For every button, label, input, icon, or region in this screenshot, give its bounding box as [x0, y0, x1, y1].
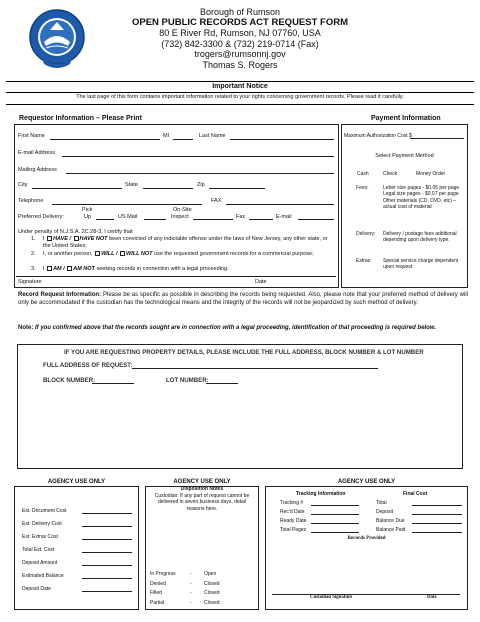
fee-line-other: Other materials (CD, DVD, etc) – actual cost of material	[383, 197, 457, 210]
will-checkbox[interactable]	[95, 251, 100, 256]
notice-rule-top	[6, 81, 474, 82]
email-label: E-mail Address	[18, 150, 55, 156]
cert-item-1-num: 1.	[31, 236, 36, 242]
last-name-field[interactable]	[230, 139, 334, 140]
am-not-checkbox[interactable]	[67, 266, 72, 271]
disposition-body: Custodian: If any part of request cannot be delivered in seven business days, detail reasons here.	[154, 493, 250, 512]
lot-number-field[interactable]	[206, 383, 238, 384]
pick-label-1: Pick	[82, 207, 93, 213]
balance-due-field[interactable]	[412, 523, 462, 524]
agency1-title: AGENCY USE ONLY	[47, 479, 106, 485]
full-address-field[interactable]	[132, 368, 378, 369]
cert-item-3	[31, 266, 331, 273]
will-label: WILL /	[101, 251, 118, 257]
signature-field[interactable]	[16, 276, 336, 277]
org-phone: (732) 842-3300 & (732) 219-0714 (Fax)	[161, 38, 319, 49]
status-partial[interactable]: Partial	[150, 599, 165, 606]
block-number-label: BLOCK NUMBER:	[43, 377, 96, 384]
penalty-text: Under penalty of N.J.S.A. 2C:28-3, I certify that	[18, 229, 133, 235]
note-label: Note:	[18, 325, 34, 331]
email-delivery-label: E-mail	[276, 214, 292, 220]
records-provided-label: Records Provided	[347, 536, 386, 541]
notice-rule-bottom	[6, 104, 474, 105]
est-delivery-cost-label: Est. Delivery Cost	[22, 521, 62, 527]
usmail-checkbox[interactable]	[144, 219, 166, 220]
tracking-number-label: Tracking #	[280, 500, 304, 506]
delivery-fee-text: Delivery / postage fees additional depending upon delivery type.	[383, 231, 457, 244]
cert-item-2-text: use the requested government records for a commercial purpose;	[154, 251, 314, 257]
estimated-balance-field[interactable]	[82, 578, 132, 579]
record-request-intro	[18, 292, 468, 307]
tracking-number-field[interactable]	[311, 505, 359, 506]
status-filled[interactable]: Filled	[150, 590, 162, 596]
agency3-title: AGENCY USE ONLY	[337, 479, 396, 485]
form-title: OPEN PUBLIC RECORDS ACT REQUEST FORM	[131, 17, 349, 28]
fees-label: Fees:	[356, 185, 369, 191]
agency1-rows	[22, 508, 134, 599]
balance-paid-field[interactable]	[412, 532, 462, 533]
onsite-checkbox[interactable]	[193, 219, 233, 220]
money-order-option[interactable]: Money Order	[416, 171, 446, 177]
final-deposit-label: Deposit	[376, 509, 393, 515]
state-field[interactable]	[143, 188, 193, 189]
fees-list	[383, 185, 465, 210]
status-closed-1: Closed	[204, 580, 220, 587]
max-cost-label: Maximum Authorization Cost $	[344, 133, 412, 139]
have-not-label: HAVE NOT	[79, 236, 108, 242]
zip-field[interactable]	[209, 188, 265, 189]
am-label: AM /	[53, 266, 65, 272]
est-document-cost-label: Est. Document Cost	[22, 508, 67, 514]
mi-label: MI	[163, 133, 170, 139]
am-not-label: AM NOT	[73, 266, 95, 272]
onsite-label-1: On-Site	[173, 207, 192, 213]
payment-heading: Payment Information	[371, 115, 441, 122]
estimated-balance-label: Estimated Balance	[22, 573, 64, 579]
status-denied[interactable]: Denied	[150, 580, 166, 587]
telephone-field[interactable]	[52, 204, 202, 205]
extras-text: Special service charge dependent upon request.	[383, 258, 459, 271]
custodian-name: Thomas S. Rogers	[202, 59, 278, 70]
total-pages-label: Total Pages	[280, 527, 307, 533]
ready-date-label: Ready Date	[280, 518, 307, 524]
pickup-checkbox[interactable]	[96, 219, 114, 220]
cert-item-2-a: I, or another person,	[43, 251, 93, 257]
note-text: If you confirmed above that the records sought are in connection with a legal proceeding, identification of that proceeding is required below.	[35, 325, 436, 331]
deposit-date-label: Deposit Date	[22, 586, 51, 592]
tracking-title: Tracking Information	[296, 491, 346, 497]
disposition-title: Disposition Notes	[180, 486, 224, 492]
est-delivery-cost-field[interactable]	[82, 526, 132, 527]
city-label: City	[18, 182, 28, 188]
deposit-amount-field[interactable]	[82, 565, 132, 566]
status-list: In Progress - Open Denied - Closed Filled - Closed Partial - Closed	[150, 571, 220, 606]
extras-label: Extras:	[356, 258, 372, 264]
check-option[interactable]: Check	[383, 171, 398, 177]
est-extras-cost-field[interactable]	[82, 539, 132, 540]
tracking-rows	[280, 500, 364, 536]
first-name-label: First Name	[18, 133, 45, 139]
recd-date-field[interactable]	[311, 514, 359, 515]
final-cost-rows	[376, 500, 464, 536]
borough-seal	[28, 8, 86, 72]
status-in-progress[interactable]: In Progress	[150, 571, 176, 577]
record-request-text: Please be as specific as possible in describing the records being requested. Also, please note that your preferred method of delivery will only be accommodated if the custodian has the technological means and the integrity of the records will not be jeopardized by such method of delivery.	[18, 292, 468, 306]
ready-date-field[interactable]	[311, 523, 359, 524]
pick-label-2: Up	[84, 214, 92, 220]
mailing-label: Mailing Address	[18, 167, 57, 173]
org-email: trogers@rumsonnj.gov	[194, 49, 286, 59]
lot-number-label: LOT NUMBER:	[166, 377, 209, 384]
record-request-label: Record Request Information:	[18, 292, 102, 298]
will-not-label: WILL NOT	[126, 251, 153, 257]
mailing-field[interactable]	[66, 173, 334, 174]
custodian-signature-label: Custodian Signature	[310, 595, 353, 600]
status-closed-2: Closed	[204, 590, 220, 596]
will-not-checkbox[interactable]	[120, 251, 125, 256]
legal-note	[18, 325, 468, 333]
final-total-label: Total	[376, 500, 387, 506]
fax-label: FAX	[211, 198, 222, 204]
notice-rule-mid	[6, 92, 474, 93]
onsite-label-2: Inspect	[171, 214, 189, 220]
telephone-label: Telephone	[18, 198, 44, 204]
requestor-heading: Requestor Information – Please Print	[19, 115, 142, 122]
cert-item-1-i: I	[43, 236, 45, 242]
cert-item-1-text: been convicted of any indictable offense under the laws of New Jersey, any other state, or the United States;	[43, 236, 328, 249]
fax-checkbox[interactable]	[249, 219, 273, 220]
agency2-title: AGENCY USE ONLY	[173, 479, 231, 485]
est-extras-cost-label: Est. Extras Cost	[22, 534, 58, 540]
final-deposit-field[interactable]	[412, 514, 462, 515]
cert-item-2-num: 2.	[31, 251, 36, 257]
preferred-delivery-label: Preferred Delivery:	[18, 214, 64, 220]
zip-label: Zip	[197, 182, 205, 188]
status-open: Open	[204, 571, 217, 577]
full-address-label: FULL ADDRESS OF REQUEST:	[43, 362, 133, 369]
org-name: Borough of Rumson	[199, 7, 281, 17]
total-est-cost-label: Total Est. Cost	[22, 547, 55, 553]
state-label: State	[125, 182, 138, 188]
am-checkbox[interactable]	[47, 266, 52, 271]
have-label: HAVE /	[53, 236, 71, 242]
recd-date-label: Rec'd Date	[280, 509, 305, 515]
city-field[interactable]	[32, 188, 122, 189]
notice-title: Important Notice	[212, 83, 268, 90]
deposit-amount-label: Deposit Amount	[22, 560, 58, 566]
mi-field[interactable]	[173, 139, 193, 140]
fee-line-legal: Legal size pages - $0.07 per page	[383, 191, 459, 198]
date-label: Date	[255, 279, 267, 285]
first-name-field[interactable]	[50, 139, 160, 140]
notice-body: The last page of this form contains important information related to your rights concerning government records. Please read it carefully.	[76, 94, 404, 100]
org-address: 80 E River Rd, Rumson, NJ 07760, USA	[159, 28, 321, 38]
balance-paid-label: Balance Paid	[376, 527, 406, 533]
cert-item-1	[31, 236, 331, 250]
total-est-cost-field[interactable]	[82, 552, 132, 553]
email-checkbox[interactable]	[298, 219, 334, 220]
signature-label: Signature	[18, 279, 42, 285]
fee-line-letter: Letter size pages - $0.05 per page	[383, 185, 460, 191]
records-provided-area[interactable]	[270, 543, 463, 591]
email-field[interactable]	[62, 156, 334, 157]
fax-delivery-label: Fax	[236, 214, 246, 220]
max-cost-field[interactable]	[410, 138, 464, 139]
status-closed-3: Closed	[204, 599, 220, 606]
cert-item-3-num: 3.	[31, 266, 36, 272]
delivery-fee-label: Delivery:	[356, 231, 376, 237]
fax-field[interactable]	[226, 204, 334, 205]
est-document-cost-field[interactable]	[82, 513, 132, 514]
balance-due-label: Balance Due	[376, 518, 405, 524]
have-not-checkbox[interactable]	[74, 236, 79, 241]
last-name-label: Last Name	[199, 133, 226, 139]
custodian-date-label: Date	[427, 595, 437, 600]
cert-item-3-text: seeking records in connection with a legal proceeding.	[96, 266, 229, 272]
cash-option[interactable]: Cash	[357, 171, 369, 177]
total-pages-field[interactable]	[311, 532, 359, 533]
have-checkbox[interactable]	[47, 236, 52, 241]
cert-item-2	[31, 251, 331, 258]
select-method-label: Select Payment Method	[375, 153, 434, 159]
final-cost-title: Final Cost	[403, 491, 428, 497]
requestor-box	[14, 124, 339, 288]
final-total-field[interactable]	[412, 505, 462, 506]
property-heading: IF YOU ARE REQUESTING PROPERTY DETAILS, PLEASE INCLUDE THE FULL ADDRESS, BLOCK NUMBER & LOT NUMBER	[64, 349, 424, 356]
us-mail-label: US Mail	[118, 214, 138, 220]
block-number-field[interactable]	[92, 383, 134, 384]
cert-item-3-i: I	[43, 266, 45, 272]
deposit-date-field[interactable]	[82, 591, 132, 592]
